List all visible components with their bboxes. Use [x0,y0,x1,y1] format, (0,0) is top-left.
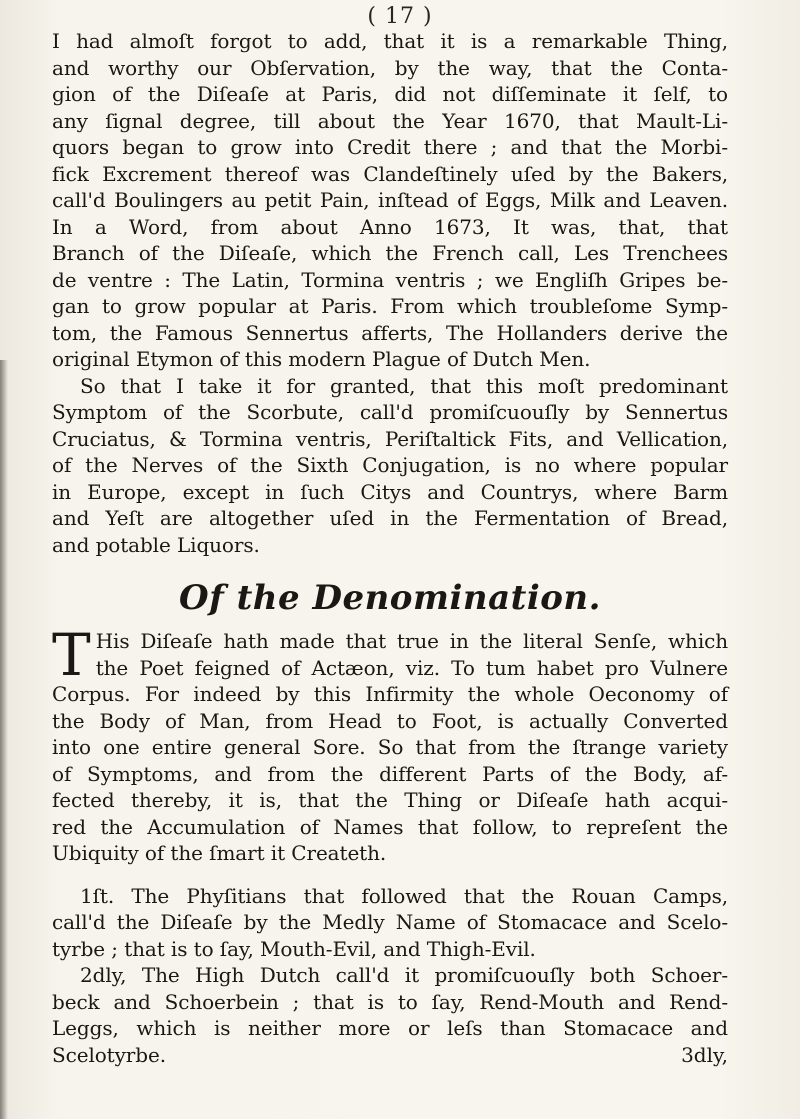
text-line: quors began to grow into Credit there ; and that the Morbi- [52,135,728,159]
text-line: red the Accumulation of Names that follow, to repreſent the [52,814,728,839]
text-line: fected thereby, it is, that the Thing or Diſeaſe hath acqui- [52,788,728,812]
text-line: and potable Liquors. [52,532,260,557]
text-line: the Poet feigned of Actæon, viz. To tum habet pro Vulnere [95,655,728,680]
text-line: gan to grow popular at Paris. From which troubleſome Symp- [52,294,728,318]
section-heading: Of the Denomination. [179,578,601,618]
text-line: tom, the Famous Sennertus afferts, The Hollanders derive the [52,320,728,345]
paragraph-gap [52,867,728,883]
text-line: the Body of Man, from Head to Foot, is actually Converted [52,708,728,733]
text-line: and Yeſt are altogether uſed in the Fermentation of Bread, [52,506,728,530]
text-line: Scelotyrbe. [52,1042,166,1067]
paragraph-4 [52,883,728,963]
text-line: any ſignal degree, till about the Year 1670, that Mault-Li- [52,108,728,133]
drop-cap: T [52,621,91,689]
text-line: of the Nerves of the Sixth Conjugation, is no where popular [52,453,728,477]
text-line: His Diſeaſe hath made that true in the literal Senſe, which [95,629,728,653]
text-line: 2dly, The High Dutch call'd it promiſcuouſly both Schoer- [80,963,728,987]
text-line: Cruciatus, & Tormina ventris, Periſtaltick Fits, and Vellication, [52,426,728,451]
text-line: beck and Schoerbein ; that is to ſay, Rend-Mouth and Rend- [52,989,728,1014]
text-line: Corpus. For indeed by this Infirmity the whole Oeconomy of [52,682,728,706]
text-line: Leggs, which is neither more or leſs than Stomacace and [52,1016,728,1040]
text-line: Ubiquity of the ſmart it Createth. [52,841,387,865]
text-line: of Symptoms, and from the different Parts of the Body, af- [52,761,728,786]
text-line: I had almoſt forgot to add, that it is a remarkable Thing, [52,29,728,53]
text-line: 1ſt. The Phyſitians that followed that the Rouan Camps, [80,883,728,908]
paragraph-3 [52,621,728,867]
catchword: 3dly, [681,1042,728,1067]
text-line: In a Word, from about Anno 1673, It was, that, that [52,214,728,239]
text-line: and worthy our Obſervation, by the way, that the Conta- [52,55,728,80]
text-line: So that I take it for granted, that this moſt predominant [80,373,728,398]
paragraph-1 [52,28,728,373]
page-binding-shadow [0,360,8,1119]
text-line: fick Excrement thereof was Clandeſtinely uſed by the Bakers, [52,161,728,186]
paragraph-2 [52,373,728,559]
text-line: Branch of the Diſeaſe, which the French call, Les Trenchees [52,241,728,265]
text-line: tyrbe ; that is to ſay, Mouth-Evil, and Thigh-Evil. [52,936,536,961]
text-line: gion of the Diſeaſe at Paris, did not diſſeminate it ſelf, to [52,82,728,106]
text-line: call'd the Diſeaſe by the Medly Name of Stomacace and Scelo- [52,910,728,934]
text-line: call'd Boulingers au petit Pain, inſtead of Eggs, Milk and Leaven. [52,188,728,212]
text-line: de ventre : The Latin, Tormina ventris ; we Engliſh Gripes be- [52,267,728,292]
text-line: original Etymon of this modern Plague of Dutch Men. [52,347,591,371]
page-number: ( 17 ) [367,4,433,29]
paragraph-5 [52,962,728,1068]
text-line: Symptom of the Scorbute, call'd promiſcuouſly by Sennertus [52,400,728,424]
text-line: in Europe, except in ſuch Citys and Countrys, where Barm [52,479,728,504]
text-body [52,28,728,1068]
text-line: into one entire general Sore. So that from the ſtrange variety [52,735,728,759]
